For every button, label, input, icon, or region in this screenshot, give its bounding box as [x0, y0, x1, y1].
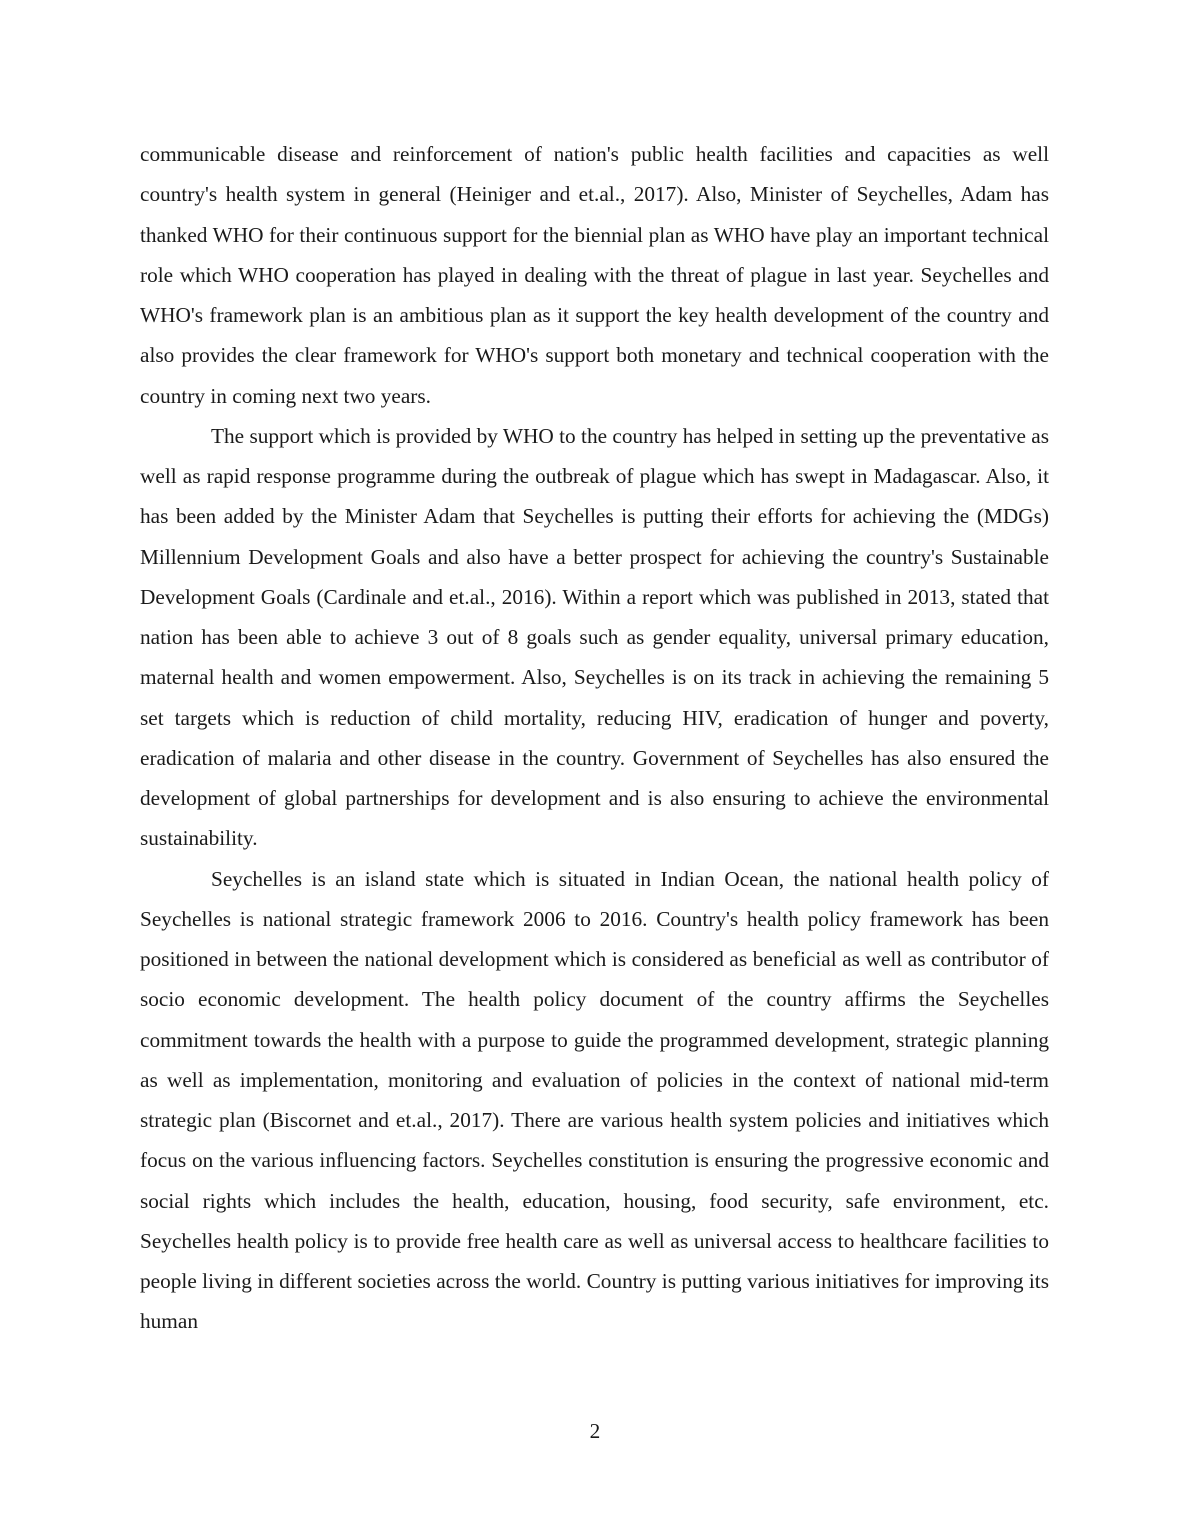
paragraph-who-support: The support which is provided by WHO to the country has helped in setting up the preventative as well as rapid response programme during the outbreak of plague which has swept in Madagascar. Also, it has been added by the Minister Adam that Seychelles is putting their efforts for achieving the (MDGs) Millennium Development Goals and also have a better prospect for achieving the country's Sustainable Development Goals (Cardinale and et.al., 2016). Within a report which was published in 2013, stated that nation has been able to achieve 3 out of 8 goals such as gender equality, universal primary education, maternal health and women empowerment. Also, Seychelles is on its track in achieving the remaining 5 set targets which is reduction of child mortality, reducing HIV, eradication of hunger and poverty, eradication of malaria and other disease in the country. Government of Seychelles has also ensured the development of global partnerships for development and is also ensuring to achieve the environmental sustainability. — [140, 423, 1049, 851]
paragraph-continuation: communicable disease and reinforcement of nation's public health facilities and capacities as well country's health system in general (Heiniger and et.al., 2017). Also, Minister of Seychelles, Adam has thanked WHO for their continuous support for the biennial plan as WHO have play an important technical role which WHO cooperation has played in dealing with the threat of plague in last year. Seychelles and WHO's framework plan is an ambitious plan as it support the key health development of the country and also provides the clear framework for WHO's support both monetary and technical cooperation with the country in coming next two years. — [140, 142, 1049, 408]
page-number: 2 — [589, 1419, 601, 1443]
paragraph-health-policy: Seychelles is an island state which is situated in Indian Ocean, the national health policy of Seychelles is national strategic framework 2006 to 2016. Country's health policy framework has been positioned in between the national development which is considered as beneficial as well as contributor of socio economic development. The health policy document of the country affirms the Seychelles commitment towards the health with a purpose to guide the programmed development, strategic planning as well as implementation, monitoring and evaluation of policies in the context of national mid-term strategic plan (Biscornet and et.al., 2017). There are various health system policies and initiatives which focus on the various influencing factors. Seychelles constitution is ensuring the progressive economic and social rights which includes the health, education, housing, food security, safe environment, etc. Seychelles health policy is to provide free health care as well as universal access to healthcare facilities to people living in different societies across the world. Country is putting various initiatives for improving its human — [140, 866, 1049, 1334]
body-text — [140, 134, 1049, 1342]
